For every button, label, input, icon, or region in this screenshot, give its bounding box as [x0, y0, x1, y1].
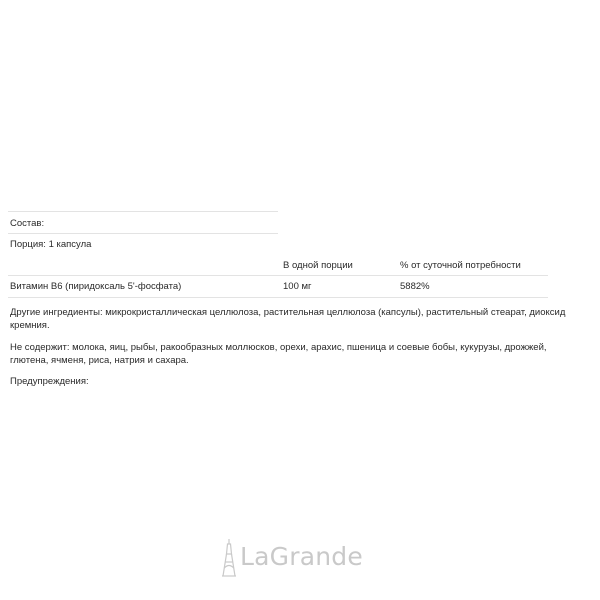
eiffel-tower-icon	[220, 538, 238, 578]
table-bottom-border	[8, 297, 548, 298]
watermark-text: LaGrande	[240, 542, 363, 571]
serving-size: Порция: 1 капсула	[10, 239, 92, 250]
ingredient-daily-percent: 5882%	[400, 281, 430, 292]
column-header-daily-value: % от суточной потребности	[400, 260, 521, 271]
table-top-border	[8, 211, 278, 212]
warnings-heading: Предупреждения:	[10, 376, 89, 387]
ingredient-name: Витамин В6 (пиридоксаль 5'-фосфата)	[10, 281, 182, 292]
composition-heading: Состав:	[10, 218, 45, 229]
column-header-divider	[8, 275, 548, 276]
column-header-per-serving: В одной порции	[283, 260, 353, 271]
heading-divider	[8, 233, 278, 234]
other-ingredients-text: Другие ингредиенты: микрокристаллическая целлюлоза, растительная целлюлоза (капсулы), растительный стеарат, диоксид кремния.	[10, 307, 566, 331]
lagrande-watermark	[220, 538, 390, 580]
ingredient-amount: 100 мг	[283, 281, 312, 292]
allergen-free-text: Не содержит: молока, яиц, рыбы, ракообразных моллюсков, орехи, арахис, пшеница и соевые бобы, кукурузы, дрожжей, глютена, ячменя, риса, натрия и сахара.	[10, 342, 547, 366]
